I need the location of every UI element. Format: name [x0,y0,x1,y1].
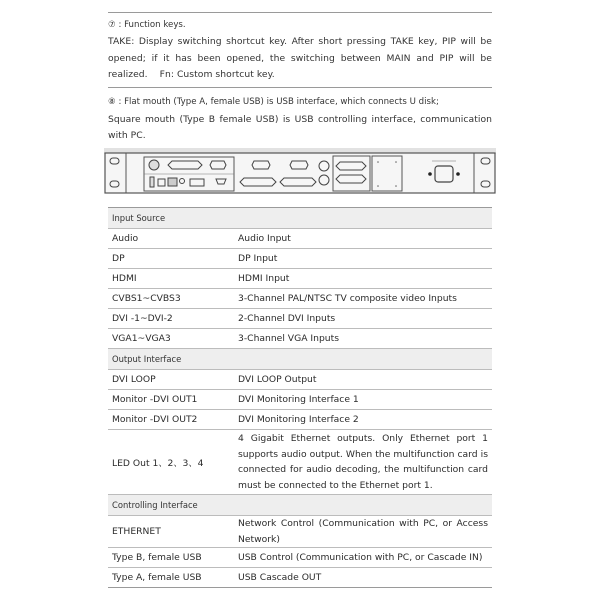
section-title: Input Source [108,208,492,229]
audio-jack-icon [149,160,159,170]
table-row [108,410,492,430]
row-key: DP [108,249,234,269]
row-key: ETHERNET [108,516,234,548]
row-value: 3-Channel PAL/NTSC TV composite video Inputs [234,289,492,309]
row-key: Type B, female USB [108,548,234,568]
note-function-keys: ⑦ : Function keys. TAKE: Display switching shortcut key. After short pressing TAKE key, PIP will be opened; if it has been opened, the switching between MAIN and PIP will be realized. Fn: Custom shortcut key. [108,20,492,80]
row-key: DVI LOOP [108,370,234,390]
rear-panel-illustration [104,148,496,196]
section-title: Controlling Interface [108,495,492,516]
section-header [108,495,492,516]
table-row [108,289,492,309]
row-key: Type A, female USB [108,568,234,588]
table-row [108,269,492,289]
row-value: DVI Monitoring Interface 2 [234,410,492,430]
note-marker: ⑦ [108,20,116,30]
row-value: DP Input [234,249,492,269]
row-value: 3-Channel VGA Inputs [234,329,492,349]
row-value: DVI LOOP Output [234,370,492,390]
table-row [108,370,492,390]
note-title: Flat mouth (Type A, female USB) is USB interface, which connects U disk; [124,96,439,107]
note-paragraph: Fn: Custom shortcut key. [159,69,275,80]
note-paragraph: Square mouth (Type B female USB) is USB controlling interface, communication with PC. [108,113,492,141]
table-row [108,516,492,548]
row-value: 4 Gigabit Ethernet outputs. Only Ethernet port 1 supports audio output. When the multifunction card is connected for audio decoding, the multifunction card must be connected to the Ethernet port 1. [234,430,492,495]
row-key: VGA1~VGA3 [108,329,234,349]
table-row [108,548,492,568]
note-title: Function keys. [124,20,186,30]
interface-spec-table [108,207,492,588]
note-marker: ⑧ [108,96,116,107]
table-row [108,309,492,329]
row-value: Audio Input [234,229,492,249]
document-page [108,0,492,149]
row-key: Monitor -DVI OUT1 [108,390,234,410]
row-value: Network Control (Communication with PC, or Access Network) [234,516,492,548]
section-header [108,208,492,229]
ethernet-port-icon [168,178,177,186]
row-key: HDMI [108,269,234,289]
row-key: DVI -1~DVI-2 [108,309,234,329]
section-title: Output Interface [108,349,492,370]
row-key: CVBS1~CVBS3 [108,289,234,309]
note-paragraph: TAKE: Display switching shortcut key. After short pressing TAKE key, PIP will be opened; if it has been opened, the switching between MAIN and PIP will be realized. [108,36,492,80]
row-value: USB Cascade OUT [234,568,492,588]
table-row [108,249,492,269]
note-usb: ⑧ : Flat mouth (Type A, female USB) is USB interface, which connects U disk; Square mouth (Type B female USB) is USB controlling interface, communication with PC. [108,96,492,141]
usb-a-port-icon [150,177,154,187]
table-row [108,390,492,410]
rear-panel-svg [104,148,496,196]
row-key: LED Out 1、2、3、4 [108,430,234,495]
row-value: HDMI Input [234,269,492,289]
table-row [108,430,492,495]
row-key: Audio [108,229,234,249]
section-header [108,349,492,370]
row-key: Monitor -DVI OUT2 [108,410,234,430]
panel-frame [105,153,495,193]
table-row [108,568,492,588]
table-row [108,229,492,249]
row-value: 2-Channel DVI Inputs [234,309,492,329]
row-value: DVI Monitoring Interface 1 [234,390,492,410]
row-value: USB Control (Communication with PC, or Cascade IN) [234,548,492,568]
table-row [108,329,492,349]
